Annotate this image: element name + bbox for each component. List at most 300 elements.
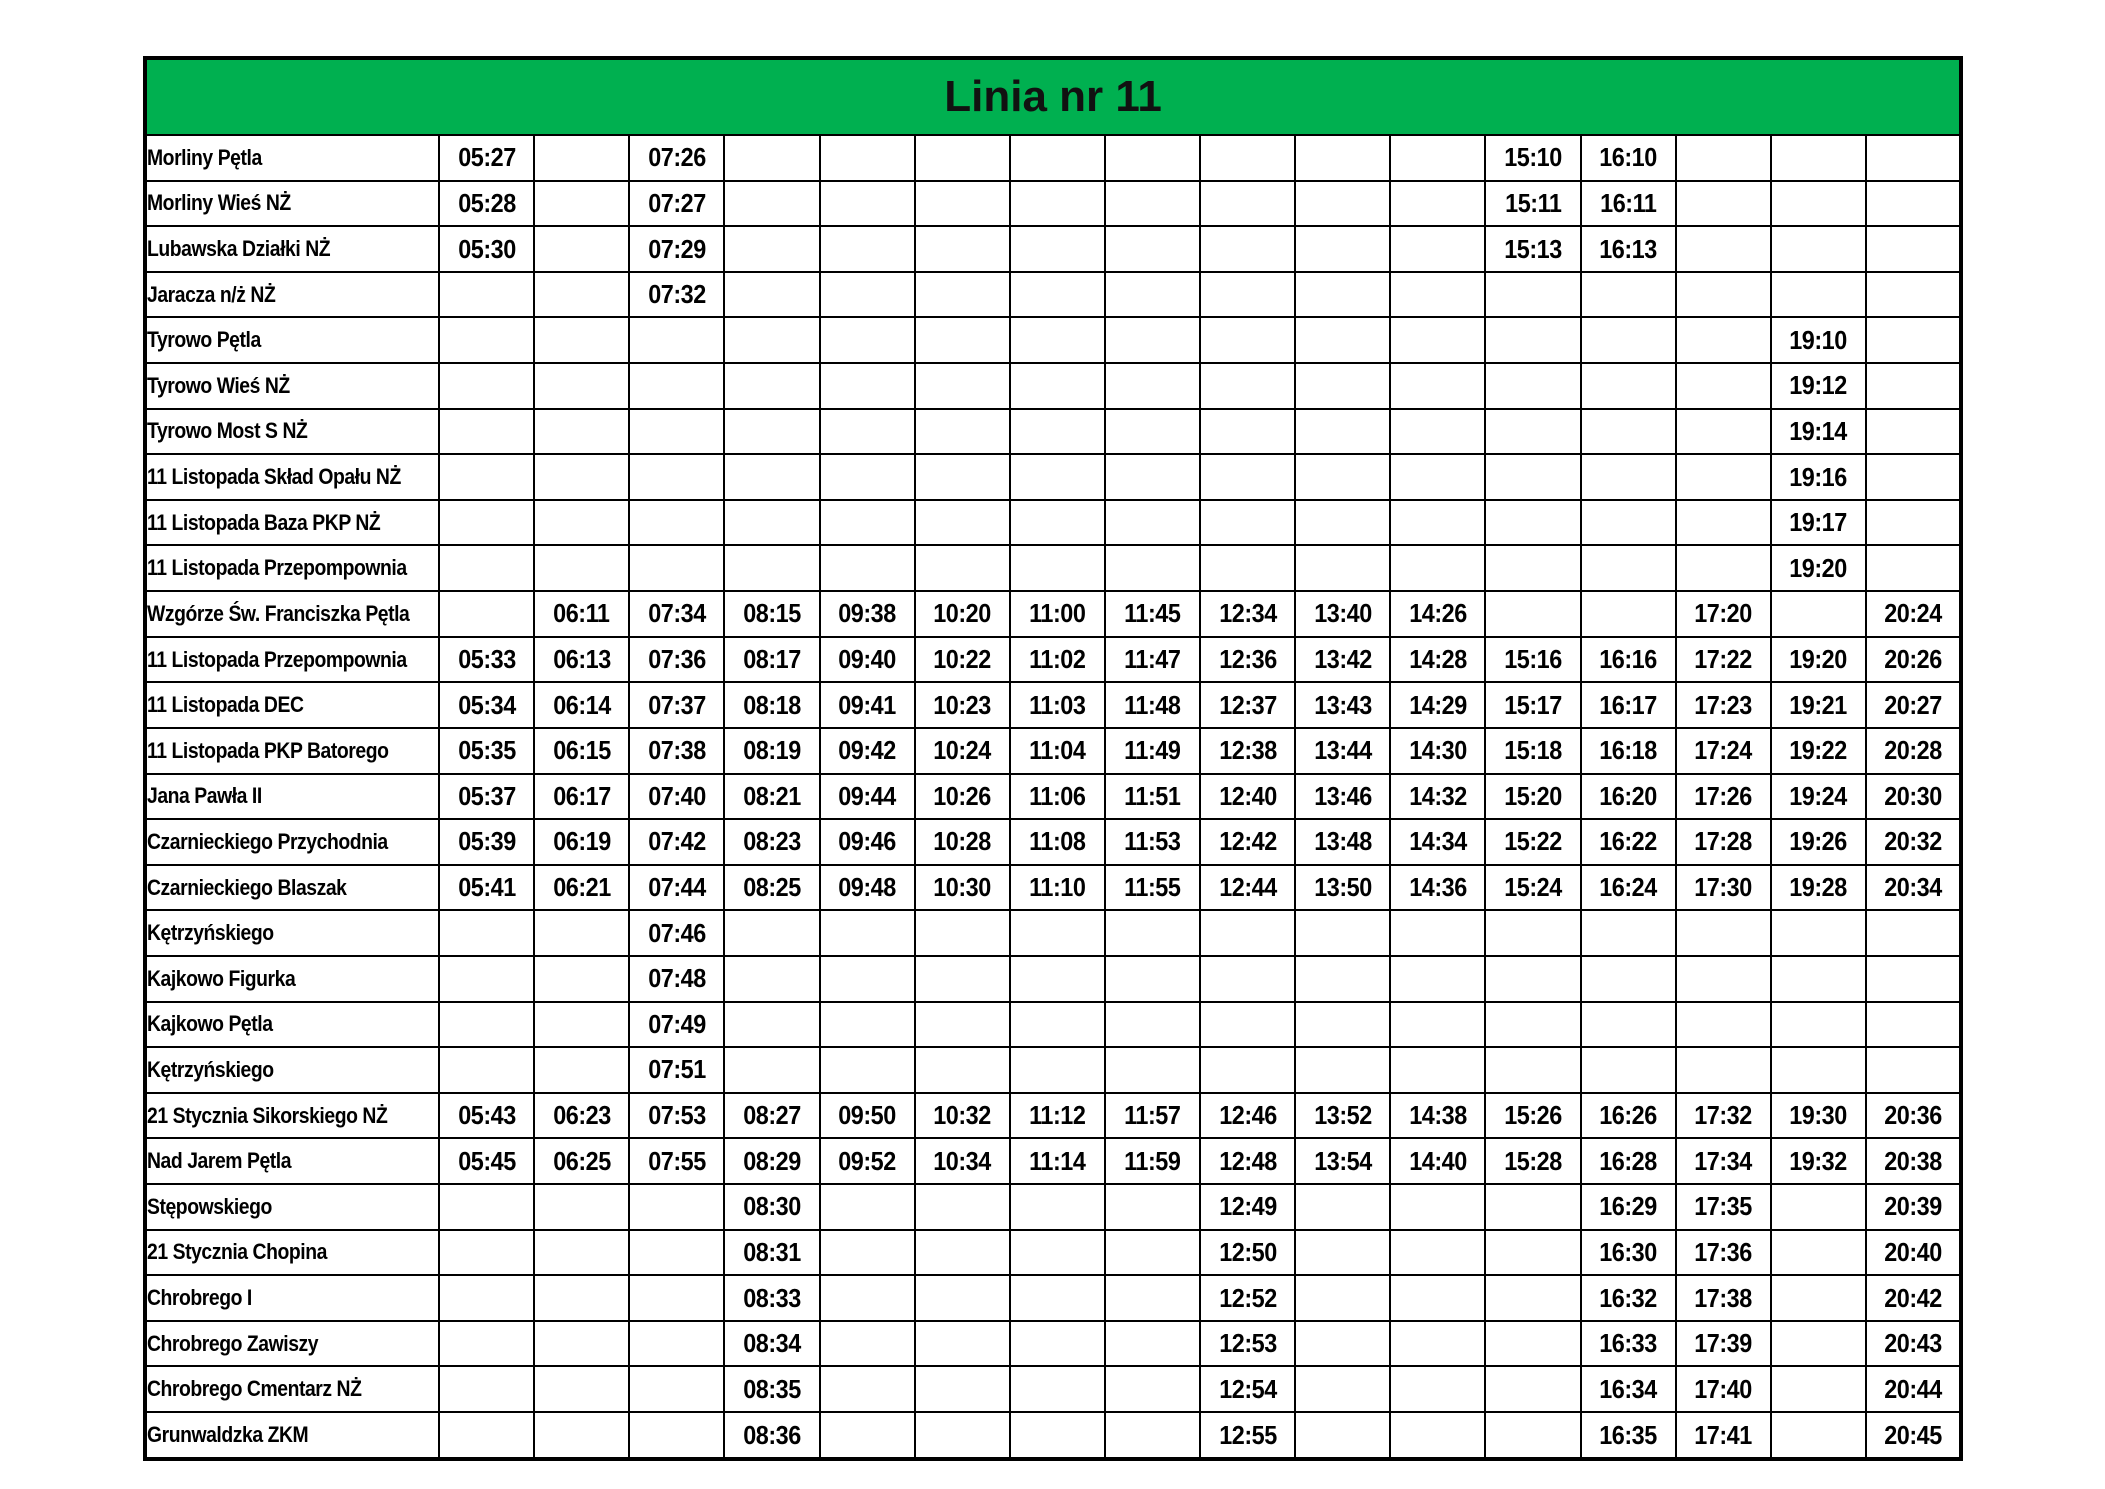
departure-time-cell (1771, 865, 1866, 911)
departure-time-cell (629, 591, 724, 637)
departure-time-cell (1105, 409, 1200, 455)
departure-time-cell (1581, 682, 1676, 728)
departure-time-cell (915, 591, 1010, 637)
departure-time-cell (1295, 317, 1390, 363)
departure-time-cell (1105, 454, 1200, 500)
departure-time-cell (439, 363, 534, 409)
departure-time-cell (1010, 1138, 1105, 1184)
departure-time-cell (724, 1184, 819, 1230)
departure-time-cell (1676, 865, 1771, 911)
departure-time-cell (1771, 1366, 1866, 1412)
departure-time-cell (1676, 409, 1771, 455)
departure-time: 07:32 (648, 279, 706, 310)
table-row (145, 819, 1961, 865)
departure-time-cell (1866, 500, 1961, 546)
departure-time-cell (629, 545, 724, 591)
departure-time-cell (1200, 409, 1295, 455)
departure-time-cell (1010, 728, 1105, 774)
departure-time-cell (820, 317, 915, 363)
departure-time: 15:16 (1504, 644, 1562, 674)
departure-time: 12:36 (1218, 644, 1277, 674)
departure-time: 20:38 (1884, 1145, 1942, 1176)
departure-time-cell (1010, 363, 1105, 409)
departure-time-cell (1295, 409, 1390, 455)
departure-time-cell (1390, 409, 1485, 455)
departure-time-cell (724, 819, 819, 865)
departure-time-cell (1676, 1002, 1771, 1048)
departure-time-cell (1866, 865, 1961, 911)
stop-name-label: 11 Listopada Baza PKP NŻ (147, 509, 381, 535)
table-row (145, 500, 1961, 546)
departure-time-cell (629, 1093, 724, 1139)
departure-time-cell (1010, 409, 1105, 455)
departure-time-cell (534, 819, 629, 865)
departure-time: 05:39 (457, 826, 516, 857)
stop-name (145, 500, 439, 546)
departure-time-cell (724, 1002, 819, 1048)
departure-time-cell (629, 774, 724, 820)
departure-time-cell (820, 1093, 915, 1139)
departure-time: 16:22 (1599, 826, 1657, 857)
departure-time-cell (629, 1047, 724, 1093)
departure-time: 11:03 (1029, 689, 1086, 720)
departure-time-cell (1390, 363, 1485, 409)
departure-time-cell (1200, 1184, 1295, 1230)
departure-time-cell (1676, 1184, 1771, 1230)
stop-name (145, 1321, 439, 1367)
departure-time-cell (1581, 1275, 1676, 1321)
departure-time: 08:34 (743, 1328, 801, 1359)
departure-time-cell (1581, 1138, 1676, 1184)
stop-name (145, 1366, 439, 1412)
departure-time-cell (1105, 1275, 1200, 1321)
departure-time: 11:49 (1124, 735, 1181, 766)
departure-time: 17:28 (1694, 826, 1752, 857)
departure-time-cell (915, 1321, 1010, 1367)
stop-name-label: Chrobrego I (147, 1285, 252, 1311)
departure-time-cell (1390, 865, 1485, 911)
departure-time-cell (1771, 500, 1866, 546)
departure-time-cell (534, 545, 629, 591)
departure-time: 16:26 (1599, 1100, 1657, 1131)
departure-time-cell (724, 1275, 819, 1321)
departure-time-cell (1771, 1047, 1866, 1093)
departure-time: 06:17 (552, 780, 611, 811)
departure-time-cell (915, 865, 1010, 911)
departure-time: 11:14 (1029, 1145, 1086, 1176)
departure-time: 17:30 (1694, 872, 1752, 903)
departure-time: 13:44 (1313, 735, 1372, 766)
departure-time: 11:10 (1029, 872, 1086, 903)
departure-time-cell (534, 1321, 629, 1367)
stop-name-label: 11 Listopada Skład Opału NŻ (147, 464, 401, 490)
departure-time-cell (1866, 774, 1961, 820)
departure-time-cell (1485, 1184, 1580, 1230)
departure-time: 17:40 (1694, 1373, 1752, 1404)
departure-time-cell (1105, 1321, 1200, 1367)
departure-time-cell (915, 135, 1010, 181)
departure-time-cell (724, 317, 819, 363)
departure-time-cell (1771, 910, 1866, 956)
departure-time: 20:42 (1884, 1282, 1942, 1313)
departure-time-cell (534, 1093, 629, 1139)
departure-time-cell (820, 409, 915, 455)
stop-name (145, 956, 439, 1002)
departure-time-cell (1390, 1321, 1485, 1367)
departure-time-cell (724, 1366, 819, 1412)
departure-time-cell (915, 363, 1010, 409)
departure-time-cell (1771, 774, 1866, 820)
departure-time-cell (1771, 181, 1866, 227)
departure-time-cell (1010, 1184, 1105, 1230)
departure-time-cell (1295, 1275, 1390, 1321)
departure-time-cell (1676, 637, 1771, 683)
departure-time-cell (820, 956, 915, 1002)
departure-time: 16:10 (1599, 142, 1657, 173)
departure-time: 13:52 (1313, 1100, 1372, 1131)
departure-time: 07:40 (648, 780, 706, 811)
table-row (145, 956, 1961, 1002)
departure-time: 20:43 (1884, 1328, 1942, 1359)
departure-time-cell (915, 1184, 1010, 1230)
departure-time-cell (1676, 181, 1771, 227)
departure-time: 19:14 (1789, 415, 1848, 446)
departure-time-cell (1485, 317, 1580, 363)
table-row (145, 226, 1961, 272)
departure-time: 09:38 (838, 598, 896, 629)
departure-time-cell (1676, 545, 1771, 591)
departure-time-cell (1200, 317, 1295, 363)
departure-time-cell (820, 1047, 915, 1093)
departure-time-cell (820, 910, 915, 956)
departure-time-cell (820, 728, 915, 774)
departure-time-cell (1105, 226, 1200, 272)
departure-time-cell (439, 317, 534, 363)
departure-time-cell (820, 1230, 915, 1276)
departure-time-cell (439, 682, 534, 728)
departure-time-cell (1295, 1412, 1390, 1459)
departure-time: 15:28 (1504, 1145, 1562, 1176)
departure-time-cell (1581, 1093, 1676, 1139)
departure-time-cell (534, 728, 629, 774)
departure-time-cell (1200, 819, 1295, 865)
table-row (145, 135, 1961, 181)
departure-time-cell (534, 226, 629, 272)
departure-time-cell (1485, 819, 1580, 865)
departure-time-cell (1866, 728, 1961, 774)
departure-time-cell (915, 226, 1010, 272)
departure-time-cell (915, 774, 1010, 820)
departure-time-cell (1200, 226, 1295, 272)
departure-time-cell (724, 226, 819, 272)
departure-time: 15:10 (1504, 142, 1562, 173)
departure-time-cell (1485, 1366, 1580, 1412)
table-row (145, 545, 1961, 591)
departure-time-cell (1105, 545, 1200, 591)
stop-name (145, 819, 439, 865)
stop-name-label: 11 Listopada DEC (147, 692, 304, 718)
departure-time: 19:10 (1789, 324, 1848, 355)
table-row (145, 317, 1961, 363)
departure-time: 17:32 (1694, 1100, 1752, 1131)
departure-time: 19:20 (1789, 552, 1848, 583)
departure-time: 05:45 (457, 1145, 516, 1176)
stop-name-label: Kajkowo Figurka (147, 965, 296, 991)
departure-time-cell (1485, 135, 1580, 181)
departure-time: 14:32 (1409, 780, 1467, 811)
departure-time-cell (439, 181, 534, 227)
departure-time-cell (1676, 135, 1771, 181)
departure-time-cell (1581, 1366, 1676, 1412)
departure-time: 10:26 (933, 780, 991, 811)
departure-time: 07:37 (648, 689, 706, 720)
departure-time-cell (1676, 1412, 1771, 1459)
departure-time-cell (1105, 317, 1200, 363)
departure-time-cell (1200, 774, 1295, 820)
departure-time-cell (1390, 1184, 1485, 1230)
departure-time: 16:34 (1599, 1373, 1657, 1404)
departure-time-cell (1581, 865, 1676, 911)
departure-time: 16:35 (1599, 1419, 1657, 1450)
departure-time-cell (439, 1275, 534, 1321)
departure-time: 07:36 (648, 644, 706, 674)
departure-time-cell (1866, 1002, 1961, 1048)
departure-time-cell (1485, 454, 1580, 500)
departure-time: 10:32 (933, 1100, 991, 1131)
departure-time: 05:43 (457, 1100, 516, 1131)
stop-name-label: Tyrowo Pętla (147, 327, 261, 353)
departure-time-cell (1200, 181, 1295, 227)
departure-time-cell (1295, 1002, 1390, 1048)
departure-time-cell (820, 1412, 915, 1459)
table-row (145, 591, 1961, 637)
departure-time: 08:17 (743, 644, 801, 674)
departure-time-cell (1485, 728, 1580, 774)
stop-name-label: Chrobrego Zawiszy (147, 1330, 319, 1356)
departure-time-cell (1676, 1230, 1771, 1276)
departure-time-cell (1485, 1002, 1580, 1048)
departure-time: 15:17 (1504, 689, 1562, 720)
departure-time-cell (439, 454, 534, 500)
departure-time: 17:38 (1694, 1282, 1752, 1313)
departure-time-cell (1010, 1002, 1105, 1048)
departure-time: 08:33 (743, 1282, 801, 1313)
stop-name-label: Kętrzyńskiego (147, 1056, 274, 1082)
departure-time: 19:12 (1789, 370, 1848, 401)
departure-time-cell (1295, 1366, 1390, 1412)
departure-time: 10:28 (933, 826, 991, 857)
departure-time-cell (724, 1321, 819, 1367)
departure-time-cell (439, 500, 534, 546)
departure-time-cell (1771, 409, 1866, 455)
departure-time: 19:21 (1789, 689, 1848, 720)
departure-time: 08:29 (743, 1145, 801, 1176)
departure-time: 15:20 (1504, 780, 1562, 811)
stop-name (145, 545, 439, 591)
departure-time-cell (1485, 500, 1580, 546)
departure-time-cell (1105, 272, 1200, 318)
departure-time: 20:39 (1884, 1191, 1942, 1222)
departure-time-cell (1010, 1047, 1105, 1093)
departure-time-cell (915, 728, 1010, 774)
departure-time: 08:30 (743, 1191, 801, 1222)
table-row (145, 1230, 1961, 1276)
departure-time: 06:15 (552, 735, 611, 766)
departure-time-cell (1010, 1412, 1105, 1459)
departure-time-cell (629, 317, 724, 363)
departure-time: 16:18 (1599, 735, 1657, 766)
stop-name (145, 591, 439, 637)
departure-time-cell (1771, 135, 1866, 181)
departure-time: 06:23 (552, 1100, 611, 1131)
departure-time-cell (439, 1412, 534, 1459)
table-row (145, 454, 1961, 500)
departure-time-cell (1866, 1138, 1961, 1184)
departure-time-cell (1200, 728, 1295, 774)
departure-time: 10:20 (933, 598, 991, 629)
departure-time-cell (1200, 1047, 1295, 1093)
departure-time: 08:31 (743, 1236, 801, 1267)
departure-time-cell (1676, 454, 1771, 500)
table-row (145, 682, 1961, 728)
departure-time: 11:04 (1029, 735, 1086, 766)
departure-time-cell (1771, 272, 1866, 318)
departure-time: 16:33 (1599, 1328, 1657, 1359)
departure-time-cell (915, 910, 1010, 956)
departure-time-cell (1390, 1412, 1485, 1459)
departure-time: 17:39 (1694, 1328, 1752, 1359)
stop-name-label: Stępowskiego (147, 1193, 272, 1219)
departure-time-cell (534, 317, 629, 363)
departure-time: 17:23 (1694, 689, 1752, 720)
departure-time-cell (915, 1093, 1010, 1139)
departure-time-cell (1581, 454, 1676, 500)
departure-time-cell (439, 1138, 534, 1184)
departure-time: 13:48 (1313, 826, 1372, 857)
departure-time: 16:29 (1599, 1191, 1657, 1222)
stop-name (145, 637, 439, 683)
table-row (145, 1366, 1961, 1412)
departure-time-cell (1866, 1412, 1961, 1459)
departure-time-cell (534, 1366, 629, 1412)
departure-time-cell (1200, 1230, 1295, 1276)
departure-time: 12:42 (1218, 826, 1277, 857)
departure-time-cell (1581, 910, 1676, 956)
departure-time-cell (1771, 1321, 1866, 1367)
departure-time: 20:45 (1884, 1419, 1942, 1450)
departure-time: 12:34 (1218, 598, 1277, 629)
departure-time: 16:17 (1599, 689, 1657, 720)
departure-time-cell (1390, 819, 1485, 865)
departure-time-cell (1390, 637, 1485, 683)
departure-time: 05:34 (457, 689, 516, 720)
stop-name (145, 1275, 439, 1321)
departure-time-cell (1295, 363, 1390, 409)
departure-time: 15:22 (1504, 826, 1562, 857)
departure-time: 19:28 (1789, 872, 1848, 903)
stop-name-label: Lubawska Działki NŻ (147, 236, 331, 262)
departure-time-cell (1105, 1184, 1200, 1230)
departure-time-cell (629, 682, 724, 728)
departure-time: 16:20 (1599, 780, 1657, 811)
departure-time-cell (820, 545, 915, 591)
departure-time-cell (1105, 637, 1200, 683)
departure-time: 09:41 (838, 689, 896, 720)
departure-time: 19:26 (1789, 826, 1848, 857)
departure-time-cell (724, 1412, 819, 1459)
departure-time: 08:21 (743, 780, 801, 811)
departure-time-cell (1010, 682, 1105, 728)
departure-time-cell (1295, 1230, 1390, 1276)
departure-time-cell (915, 181, 1010, 227)
departure-time-cell (1390, 1230, 1485, 1276)
departure-time: 14:34 (1409, 826, 1467, 857)
departure-time: 06:19 (552, 826, 611, 857)
departure-time-cell (820, 637, 915, 683)
departure-time-cell (1771, 682, 1866, 728)
departure-time-cell (1485, 910, 1580, 956)
departure-time-cell (439, 865, 534, 911)
departure-time-cell (1295, 1047, 1390, 1093)
stop-name-label: Jana Pawła II (147, 783, 262, 809)
departure-time-cell (439, 409, 534, 455)
departure-time-cell (1295, 774, 1390, 820)
stop-name-label: Morliny Wieś NŻ (147, 190, 291, 216)
departure-time: 06:14 (552, 689, 611, 720)
stop-name (145, 226, 439, 272)
departure-time-cell (820, 1002, 915, 1048)
departure-time-cell (724, 865, 819, 911)
departure-time: 07:38 (648, 735, 706, 766)
departure-time-cell (1485, 956, 1580, 1002)
departure-time-cell (534, 910, 629, 956)
departure-time: 20:28 (1884, 735, 1942, 766)
departure-time-cell (534, 1047, 629, 1093)
departure-time-cell (1390, 317, 1485, 363)
departure-time-cell (439, 1093, 534, 1139)
departure-time-cell (1866, 1230, 1961, 1276)
departure-time-cell (1200, 1321, 1295, 1367)
departure-time-cell (915, 1047, 1010, 1093)
departure-time-cell (1010, 637, 1105, 683)
departure-time-cell (915, 956, 1010, 1002)
table-row (145, 181, 1961, 227)
stop-name-label: Chrobrego Cmentarz NŻ (147, 1376, 362, 1402)
departure-time-cell (1676, 1047, 1771, 1093)
departure-time-cell (1485, 1321, 1580, 1367)
departure-time-cell (1295, 1093, 1390, 1139)
departure-time: 12:38 (1218, 735, 1277, 766)
departure-time-cell (820, 135, 915, 181)
departure-time-cell (1581, 591, 1676, 637)
departure-time: 06:21 (552, 872, 611, 903)
departure-time: 19:17 (1789, 507, 1848, 538)
departure-time-cell (1200, 545, 1295, 591)
departure-time-cell (1010, 1366, 1105, 1412)
departure-time: 12:52 (1218, 1282, 1277, 1313)
departure-time-cell (1295, 682, 1390, 728)
departure-time: 20:32 (1884, 826, 1942, 857)
departure-time: 05:35 (457, 735, 516, 766)
departure-time: 16:16 (1599, 644, 1657, 674)
departure-time-cell (1390, 956, 1485, 1002)
stop-name (145, 1184, 439, 1230)
departure-time-cell (1866, 1321, 1961, 1367)
departure-time-cell (820, 1321, 915, 1367)
departure-time-cell (1676, 910, 1771, 956)
departure-time: 12:50 (1218, 1236, 1277, 1267)
departure-time: 10:23 (933, 689, 991, 720)
